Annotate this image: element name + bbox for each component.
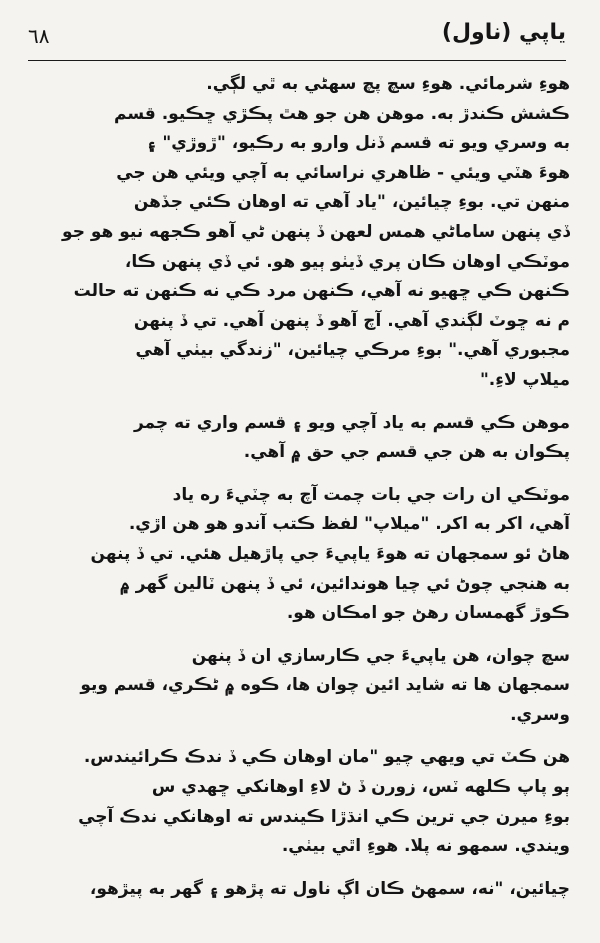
page-header xyxy=(28,20,566,62)
text-line: موهن ڪي قسم به ياد آچي ويو ۽ قسم واري ته چمر xyxy=(133,412,570,433)
text-line: مجبوري آهي." بوءِ مرڪي چيائين، "زندگي بيٺي آهي xyxy=(135,340,570,361)
text-line: به وسري ويو ته قسم ڏنل وارو به رڪيو، "ڙوڙي" ۽ xyxy=(146,133,570,154)
text-line: سمجهان ها ته شايد ائين چوان ها، ڪوه ۾ ڻڪري، قسم ويو xyxy=(80,675,570,696)
text-line: سچ چوان، هن ياپيءَ جي ڪارسازي ان ڏ پنهن xyxy=(191,645,570,666)
text-line: م نه ڇوٽ لڳندي آهي. آچ آهو ڏ پنهن آهي. تي ڏ پنهن xyxy=(133,310,570,331)
paragraph xyxy=(24,70,570,396)
text-line: ڪوڙ گهمسان رهڻ جو امڪان هو. xyxy=(286,603,570,624)
paragraph xyxy=(24,481,570,629)
text-line: آهي، اکر به اکر. "ميلاپ" لفظ ڪتب آندو هو هن اڙي. xyxy=(128,514,570,535)
text-line: منهن تي. بوءِ چيائين، "ياد آهي ته اوهان ڪئي جڏهن xyxy=(133,192,570,213)
text-line: ڏي پنهن ساماڻي همس لعهن ڏ پنهن ڻي آهو ڪجهه نيو هو جو xyxy=(62,221,570,242)
text-line: ويندي. سمهو نه پلا. هوءِ اٿي بيٺي. xyxy=(281,836,570,857)
paragraph xyxy=(24,743,570,861)
text-line: ميلاپ لاءِ." xyxy=(479,369,570,390)
page-number: ٦٨ xyxy=(28,24,50,48)
paragraph xyxy=(24,875,570,905)
text-line: به هنجي چوڻ ئي چيا هوندائين، ئي ڏ پنهن ٽالين گهر ۾ xyxy=(119,573,570,594)
text-line: ڪنهن ڪي ڇهيو نه آهي، ڪنهن مرد ڪي نه ڪنهن ته حالت xyxy=(73,281,570,302)
text-line: هاڻ ئو سمجهان ته هوءَ ياپيءَ جي پاڙهيل هئي. تي ڏ پنهن xyxy=(90,543,570,564)
text-line: ڪشش ڪندڙ به. موهن هن جو هٿ پڪڙي ڇڪيو. قسم xyxy=(114,103,570,124)
text-line: ٻو پاپ ڪلهه ٽس، زورن ڏ ڻ لاءِ اوهانکي ڇهدي س xyxy=(151,777,570,798)
text-line: بوءِ ميرن جي ترين ڪي انڌڙا ڪيندس ته اوهانکي ندڪ آچي xyxy=(78,806,570,827)
paragraph xyxy=(24,642,570,731)
running-title: ياپي (ناول) xyxy=(441,20,566,45)
text-line: پڪوان به هن جي قسم جي حق ۾ آهي. xyxy=(243,442,570,463)
text-line: چيائين، "نه، سمهڻ ڪان اڳ ناول ته پڙهو ۽ گهر به پيڙهو، xyxy=(89,878,570,899)
text-line: هوءِ شرمائي. هوءِ سچ پچ سهڻي به ٿي لڳي. xyxy=(206,74,570,94)
text-line: هوءَ هٽي ويئي - ظاهري نراسائي به آچي ويئي هن جي xyxy=(116,162,570,183)
body-text xyxy=(24,70,570,917)
text-line: وسري. xyxy=(510,704,570,725)
text-line: موٽڪي اوهان ڪان پري ڏيٺو ٻيو هو. ئي ڏي پنهن ڪا، xyxy=(124,251,570,272)
text-line: موٽڪي ان رات جي بات چمت آچ به چٽيءَ ره ياد xyxy=(172,484,570,505)
text-line: هن ڪٽ تي ويهي چيو "مان اوهان ڪي ڏ ندڪ ڪرائيندس. xyxy=(83,747,570,768)
paragraph xyxy=(24,409,570,468)
header-rule xyxy=(28,60,566,61)
